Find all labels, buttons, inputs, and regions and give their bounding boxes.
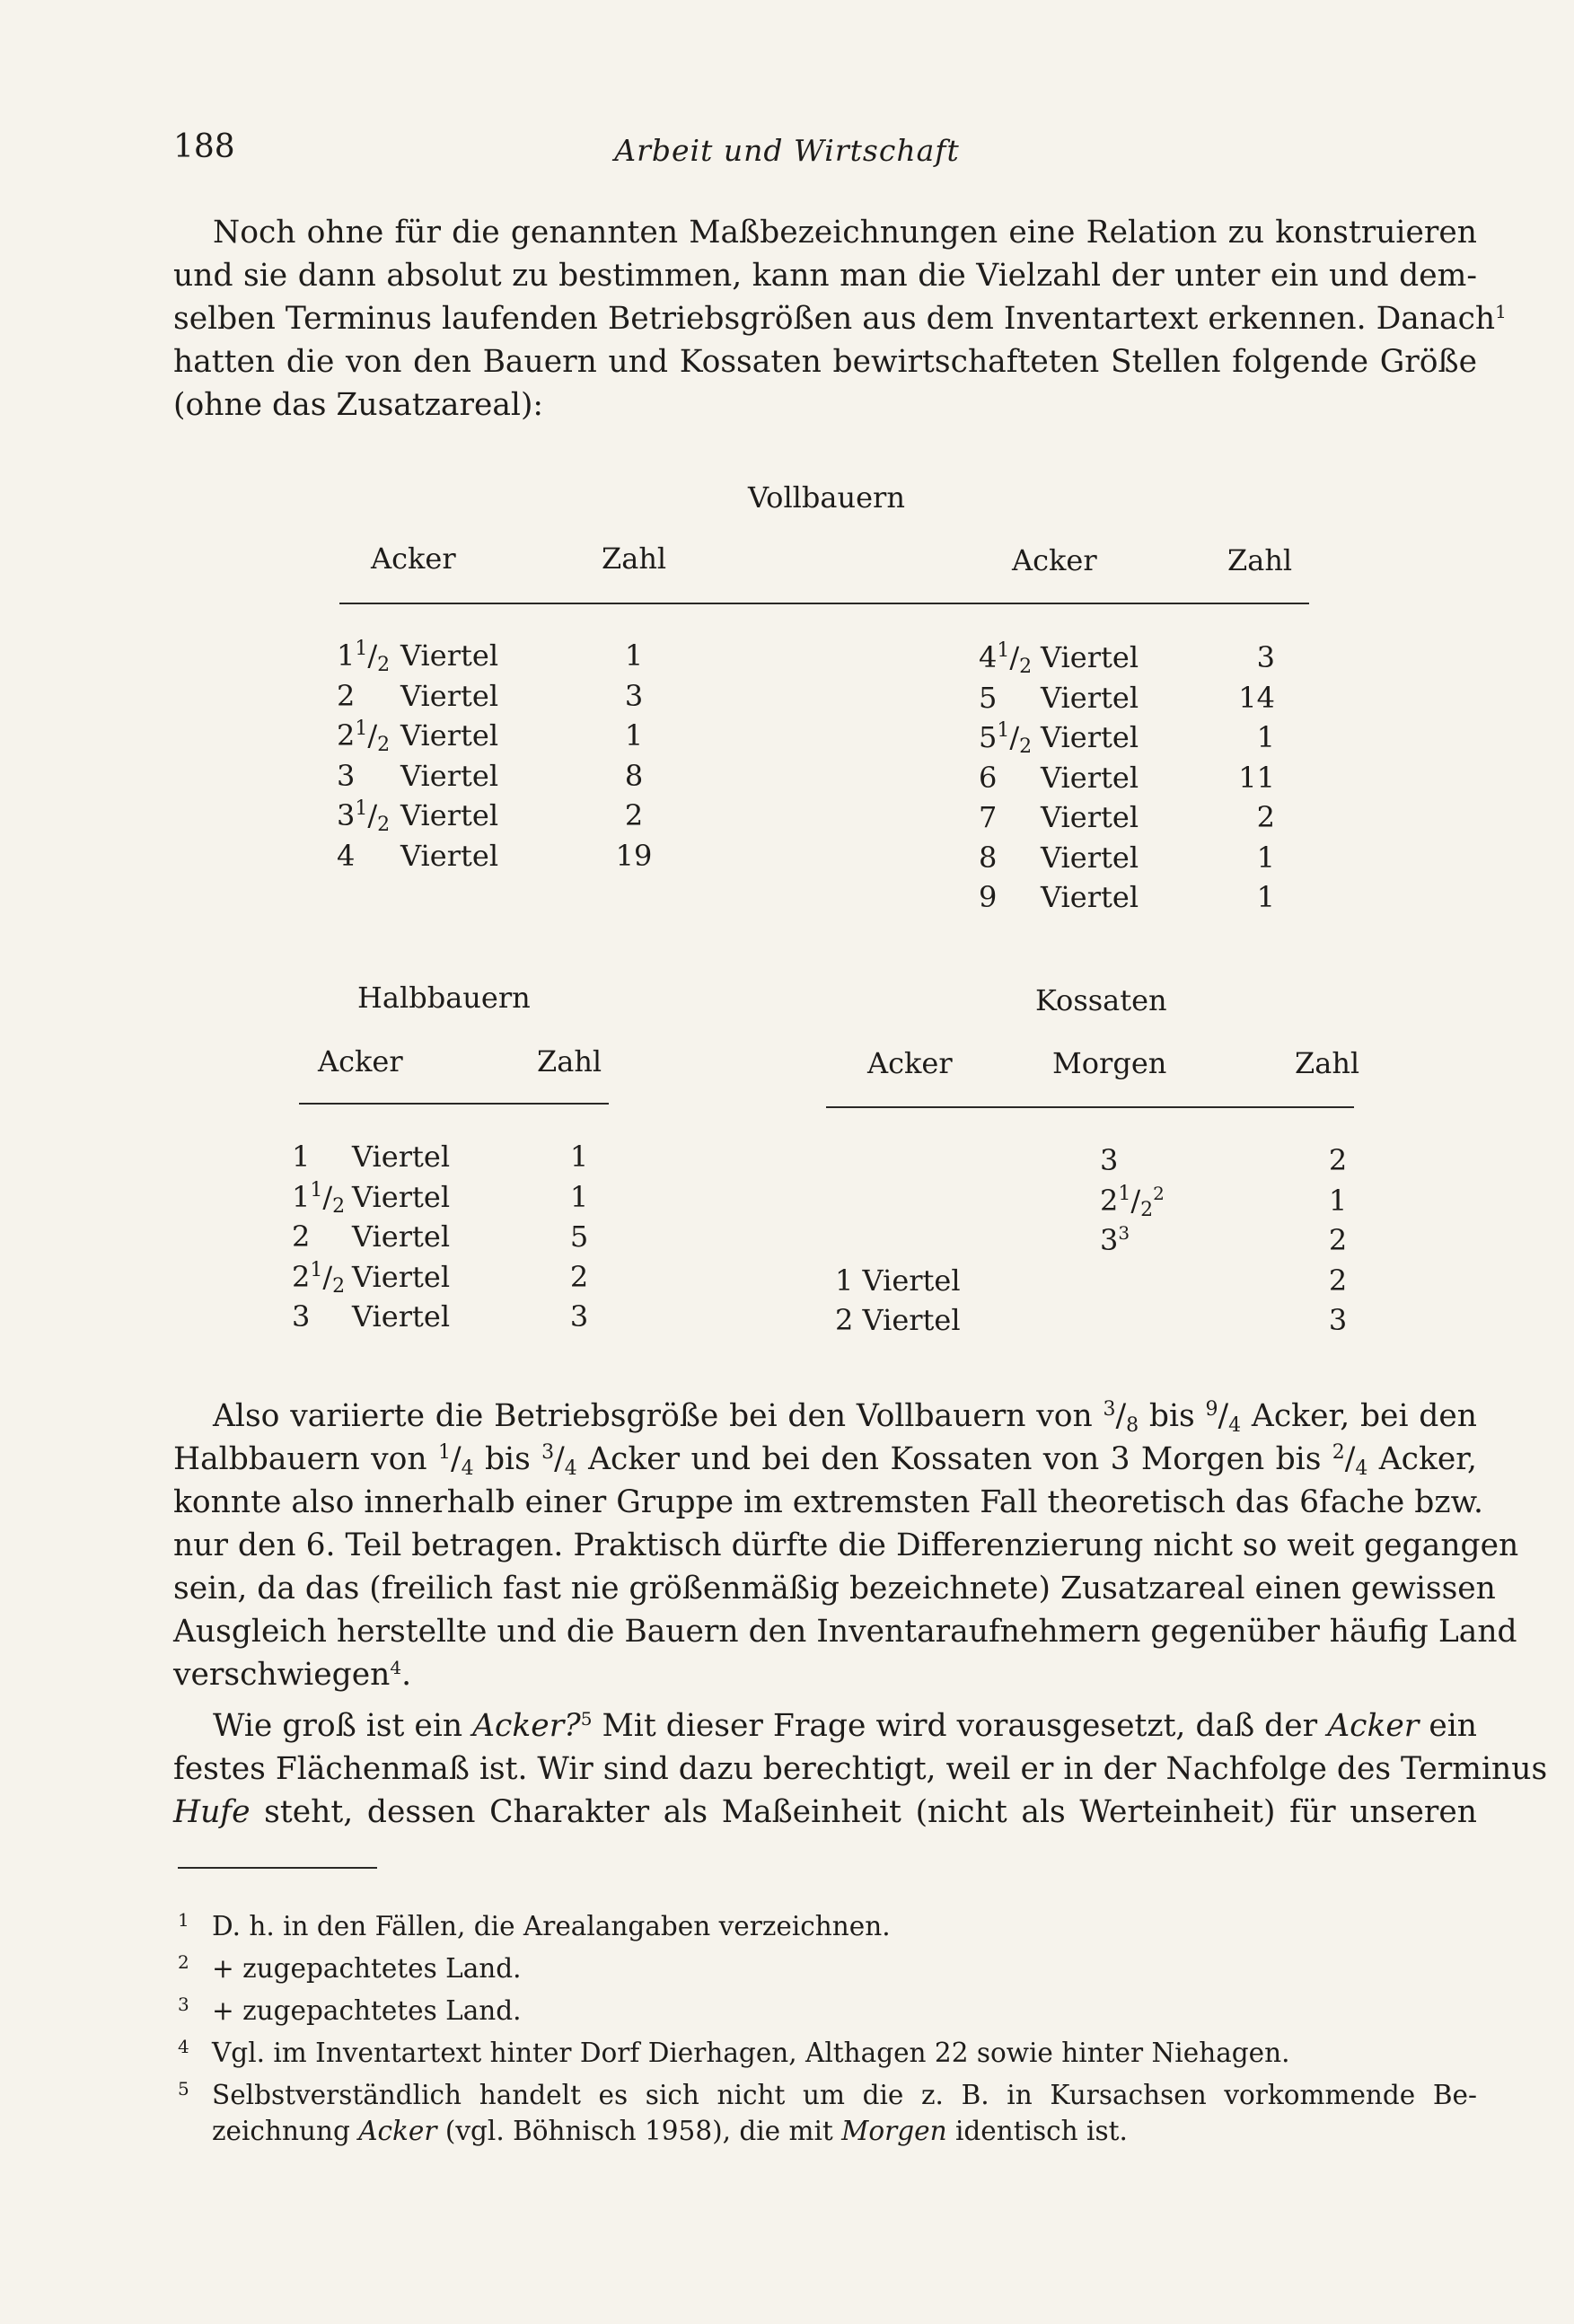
kossaten-acker-cell <box>835 1181 961 1221</box>
vollbauern-right-unit-cell: Viertel <box>1041 840 1139 875</box>
vollbauern-right-unit-cell: Viertel <box>1041 760 1139 795</box>
halbbauern-unit-cell: Viertel <box>352 1259 451 1294</box>
footnotes <box>178 1902 1477 2149</box>
vollbauern-right-acker-cell: $5^1/_2$ <box>979 719 1033 758</box>
vollbauern-left-zahl-cell: 8 <box>624 758 644 793</box>
footnote-ref: 1 <box>1495 301 1507 322</box>
kossaten-acker-cell <box>835 1220 961 1261</box>
vollbauern-left-acker-cell: 4 <box>337 838 356 873</box>
vollbauern-left-zahl-cell: 3 <box>624 678 644 713</box>
vollbauern-left-zahl-cell: 19 <box>615 838 653 873</box>
halbbauern-title: Halbbauern <box>357 981 531 1015</box>
page-number: 188 <box>173 128 235 165</box>
halbbauern-unit-cell: Viertel <box>352 1140 451 1174</box>
vollbauern-left-unit-cell: Viertel <box>400 678 499 713</box>
vollbauern-right-unit-cell: Viertel <box>1041 720 1139 754</box>
halbbauern-acker-cell: $2^1/_2$ <box>292 1258 346 1298</box>
kossaten-zahl-col <box>1315 1140 1360 1341</box>
footnote-1: 1 D. h. in den Fällen, die Arealangaben verzeichnen. <box>178 1909 891 1941</box>
kossaten-col-morgen: Morgen <box>1052 1046 1167 1080</box>
footnote-5-cont: zeichnung Acker (vgl. Böhnisch 1958), die mit Morgen identisch ist. <box>212 2116 1128 2146</box>
intro-line: Noch ohne für die genannten Maßbezeichnungen eine Relation zu konstruieren <box>213 215 1477 251</box>
kossaten-acker-cell: 1 Viertel <box>835 1263 961 1298</box>
vollbauern-left-zahl-cell: 1 <box>624 718 644 753</box>
halbbauern-unit-cell: Viertel <box>352 1219 451 1254</box>
kossaten-zahl-cell: 3 <box>1328 1303 1348 1337</box>
kossaten-morgen-cell: $2^1/_2^2$ <box>1100 1182 1165 1221</box>
footnote-4: 4 Vgl. im Inventartext hinter Dorf Dierhagen, Althagen 22 sowie hinter Niehagen. <box>178 2036 1290 2068</box>
paragraph-3-line: Wie groß ist ein Acker?$^5$ Mit dieser Frage wird vorausgesetzt, daß der Acker ein <box>213 1708 1477 1744</box>
vollbauern-right-zahl-cell: 14 <box>1238 680 1275 715</box>
kossaten-morgen-col <box>1100 1140 1165 1341</box>
vollbauern-col-acker-left: Acker <box>371 541 456 576</box>
vollbauern-right-zahl-cell: 11 <box>1238 760 1275 795</box>
kossaten-zahl-cell: 2 <box>1328 1223 1348 1257</box>
vollbauern-right-unit-cell: Viertel <box>1041 640 1139 674</box>
kossaten-col-zahl: Zahl <box>1295 1046 1360 1080</box>
vollbauern-left-unit-cell: Viertel <box>400 838 499 873</box>
halbbauern-acker-cell: 3 <box>292 1299 311 1334</box>
kossaten-zahl-cell: 2 <box>1328 1143 1348 1177</box>
halbbauern-acker-col <box>292 1137 346 1337</box>
halbbauern-zahl-cell: 1 <box>569 1179 589 1214</box>
paragraph-2-line: konnte also innerhalb einer Gruppe im extremsten Fall theoretisch das 6fache bzw. <box>173 1484 1483 1520</box>
running-title: Arbeit und Wirtschaft <box>614 133 960 168</box>
paragraph-2-line: Halbbauern von $^1/_4$ bis $^3/_4$ Acker und bei den Kossaten von 3 Morgen bis $^2/_4$ Acker, <box>173 1441 1477 1480</box>
halbbauern-zahl-cell: 3 <box>569 1299 589 1334</box>
vollbauern-left-unit-col <box>400 636 498 876</box>
vollbauern-left-acker-col <box>337 636 391 876</box>
halbbauern-acker-cell: $1^1/_2$ <box>292 1178 346 1218</box>
footnote-2: 2 + zugepachtetes Land. <box>178 1951 522 1984</box>
kossaten-rule <box>826 1106 1354 1108</box>
vollbauern-col-zahl-right: Zahl <box>1227 543 1293 577</box>
kossaten-zahl-cell: 2 <box>1328 1263 1348 1298</box>
halbbauern-unit-cell: Viertel <box>352 1299 451 1334</box>
vollbauern-right-zahl-cell: 1 <box>1256 840 1275 875</box>
halbbauern-zahl-cell: 2 <box>569 1259 589 1294</box>
kossaten-morgen-cell <box>1100 1261 1165 1301</box>
footnote-ref: 4 <box>390 1657 402 1678</box>
halbbauern-unit-col <box>352 1137 450 1337</box>
halbbauern-zahl-cell: 5 <box>569 1219 589 1254</box>
vollbauern-left-acker-cell: 2 <box>337 678 356 713</box>
vollbauern-right-unit-cell: Viertel <box>1041 800 1139 834</box>
vollbauern-right-acker-cell: 6 <box>979 760 998 795</box>
vollbauern-left-unit-cell: Viertel <box>400 798 499 832</box>
kossaten-acker-cell <box>835 1140 961 1181</box>
kossaten-acker-col <box>835 1140 961 1341</box>
kossaten-morgen-cell <box>1100 1300 1165 1341</box>
vollbauern-left-acker-cell: $2^1/_2$ <box>337 717 391 756</box>
paragraph-3-line: Hufe steht, dessen Charakter als Maßeinheit (nicht als Werteinheit) für unseren <box>173 1794 1477 1830</box>
vollbauern-col-zahl-left: Zahl <box>602 541 667 576</box>
intro-paragraph <box>173 211 1507 427</box>
vollbauern-right-unit-cell: Viertel <box>1041 880 1139 914</box>
vollbauern-right-acker-cell: 9 <box>979 880 998 914</box>
paragraph-2-line: Ausgleich herstellte und die Bauern den Inventaraufnehmern gegenüber häufig Land <box>173 1614 1517 1650</box>
halbbauern-col-zahl: Zahl <box>537 1044 602 1078</box>
vollbauern-right-unit-col <box>1041 638 1139 918</box>
vollbauern-left-acker-cell: $3^1/_2$ <box>337 797 391 836</box>
vollbauern-left-acker-cell: $1^1/_2$ <box>337 638 391 676</box>
intro-line: hatten die von den Bauern und Kossaten bewirtschafteten Stellen folgende Größe <box>173 344 1477 380</box>
vollbauern-left-unit-cell: Viertel <box>400 758 499 793</box>
kossaten-title: Kossaten <box>1035 983 1167 1017</box>
kossaten-acker-cell: 2 Viertel <box>835 1303 961 1337</box>
vollbauern-left-acker-cell: 3 <box>337 758 356 793</box>
paragraph-2-line: sein, da das (freilich fast nie größenmäßig bezeichnete) Zusatzareal einen gewissen <box>173 1571 1496 1607</box>
paragraph-3-line: festes Flächenmaß ist. Wir sind dazu berechtigt, weil er in der Nachfolge des Terminus <box>173 1751 1548 1787</box>
vollbauern-right-acker-cell: 5 <box>979 680 998 715</box>
kossaten-morgen-cell: 3 <box>1100 1143 1119 1177</box>
halbbauern-zahl-cell: 1 <box>569 1140 589 1174</box>
vollbauern-left-zahl-cell: 1 <box>624 638 644 673</box>
paragraph-2 <box>173 1395 1519 1696</box>
footnote-separator <box>178 1867 377 1869</box>
vollbauern-right-acker-cell: 8 <box>979 840 998 875</box>
paragraph-2-line: nur den 6. Teil betragen. Praktisch dürfte die Differenzierung nicht so weit gegangen <box>173 1527 1519 1563</box>
vollbauern-left-zahl-col <box>607 636 661 876</box>
vollbauern-right-acker-cell: 7 <box>979 800 998 834</box>
paragraph-3 <box>173 1704 1548 1834</box>
vollbauern-left-unit-cell: Viertel <box>400 718 499 753</box>
intro-line: (ohne das Zusatzareal): <box>173 387 544 423</box>
intro-line: selben Terminus laufenden Betriebsgrößen aus dem Inventartext erkennen. Danach$^1$ <box>173 301 1507 337</box>
halbbauern-unit-cell: Viertel <box>352 1179 451 1214</box>
vollbauern-left-unit-cell: Viertel <box>400 638 499 673</box>
vollbauern-right-zahl-cell: 1 <box>1256 880 1275 914</box>
halbbauern-rule <box>299 1103 609 1105</box>
footnote-5: 5 Selbstverständlich handelt es sich nicht um die z. B. in Kursachsen vorkommende Be- <box>178 2078 1477 2110</box>
vollbauern-right-zahl-cell: 3 <box>1256 640 1275 674</box>
kossaten-col-acker: Acker <box>867 1046 953 1080</box>
halbbauern-zahl-col <box>552 1137 606 1337</box>
vollbauern-right-acker-col <box>979 638 1033 918</box>
footnote-3: 3 + zugepachtetes Land. <box>178 1994 522 2026</box>
paragraph-2-line: verschwiegen$^4$. <box>173 1657 412 1693</box>
vollbauern-left-zahl-cell: 2 <box>624 798 644 832</box>
intro-line: und sie dann absolut zu bestimmen, kann man die Vielzahl der unter ein und dem- <box>173 258 1477 294</box>
vollbauern-right-zahl-cell: 2 <box>1256 800 1275 834</box>
paragraph-2-line: Also variierte die Betriebsgröße bei den Vollbauern von $^3/_8$ bis $^9/_4$ Acker, bei den <box>213 1398 1477 1437</box>
vollbauern-right-zahl-col <box>1230 638 1275 918</box>
footnote-ref: 5 <box>580 1708 593 1730</box>
vollbauern-col-acker-right: Acker <box>1012 543 1097 577</box>
vollbauern-right-unit-cell: Viertel <box>1041 680 1139 715</box>
kossaten-zahl-cell: 1 <box>1328 1183 1348 1218</box>
vollbauern-right-acker-cell: $4^1/_2$ <box>979 639 1033 678</box>
halbbauern-acker-cell: 2 <box>292 1219 311 1254</box>
halbbauern-acker-cell: 1 <box>292 1140 311 1174</box>
kossaten-morgen-cell: 3$^3$ <box>1100 1222 1130 1257</box>
vollbauern-right-zahl-cell: 1 <box>1256 720 1275 754</box>
vollbauern-rule <box>339 603 1309 604</box>
halbbauern-col-acker: Acker <box>318 1044 403 1078</box>
vollbauern-title: Vollbauern <box>748 480 905 515</box>
